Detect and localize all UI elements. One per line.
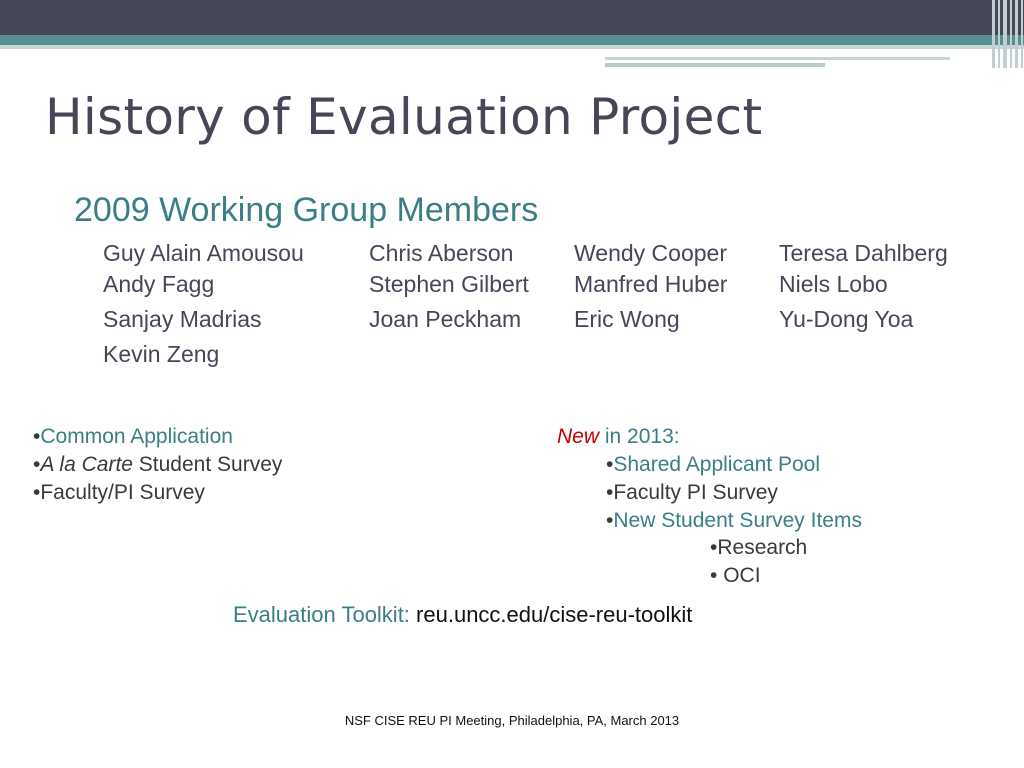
slide-subtitle: 2009 Working Group Members: [74, 191, 539, 229]
list-item-student-survey: [33, 451, 282, 478]
member-name: Teresa Dahlberg: [779, 240, 948, 266]
header-pale-band: [0, 45, 1024, 49]
member-name: Niels Lobo: [779, 271, 888, 297]
list-item-new-student-survey: [606, 507, 862, 534]
new-in-2013-heading: [557, 423, 680, 450]
decorative-stripes: [988, 0, 1024, 68]
slide-title: History of Evaluation Project: [45, 88, 763, 146]
sublist-item-research: [710, 534, 807, 561]
bullet: •: [33, 481, 41, 504]
member-name: Chris Aberson: [369, 240, 514, 266]
member-name: Wendy Cooper: [574, 240, 727, 266]
slide-footer: NSF CISE REU PI Meeting, Philadelphia, PA, March 2013: [344, 713, 680, 728]
member-name: Guy Alain Amousou: [103, 240, 304, 266]
list-item-shared-applicant-pool: [606, 451, 820, 478]
new-label: New: [557, 425, 600, 448]
bullet: •: [33, 453, 41, 476]
toolkit-url-link[interactable]: reu.uncc.edu/cise-reu-toolkit: [416, 602, 693, 627]
member-name: Yu-Dong Yoa: [779, 306, 914, 332]
list-item-label: New Student Survey Items: [613, 509, 862, 532]
list-item-label: Common Application: [40, 425, 233, 448]
bullet: •: [606, 481, 614, 504]
bullet: •: [710, 536, 718, 559]
list-item-common-application: [33, 423, 233, 450]
sublist-item-oci: [710, 562, 761, 589]
header-dark-band: [0, 0, 1024, 35]
list-item-label: Faculty PI Survey: [613, 481, 778, 504]
list-item-label: Shared Applicant Pool: [613, 453, 821, 476]
member-name: Joan Peckham: [369, 306, 522, 332]
evaluation-toolkit-line: [233, 601, 692, 629]
decorative-line: [605, 57, 950, 60]
decorative-line: [605, 63, 825, 67]
bullet: •: [33, 425, 41, 448]
list-item-faculty-pi-survey: [606, 479, 778, 506]
member-name: Sanjay Madrias: [103, 306, 262, 332]
member-name: Kevin Zeng: [103, 341, 220, 367]
list-item-label: Faculty/PI Survey: [40, 481, 205, 504]
bullet: •: [606, 453, 614, 476]
header-teal-band: [0, 35, 1024, 45]
list-item-label: Student Survey: [132, 453, 283, 476]
bullet: •: [710, 564, 718, 587]
list-item-faculty-survey: [33, 479, 205, 506]
bullet: •: [606, 509, 614, 532]
member-name: Andy Fagg: [103, 271, 215, 297]
toolkit-label: Evaluation Toolkit:: [233, 602, 417, 627]
member-name: Stephen Gilbert: [369, 271, 529, 297]
list-item-label: Research: [717, 536, 808, 559]
member-name: Eric Wong: [574, 306, 680, 332]
list-item-label: OCI: [717, 564, 761, 587]
list-item-italic: A la Carte: [40, 453, 133, 476]
member-name: Manfred Huber: [574, 271, 728, 297]
heading-rest: in 2013:: [599, 425, 680, 448]
